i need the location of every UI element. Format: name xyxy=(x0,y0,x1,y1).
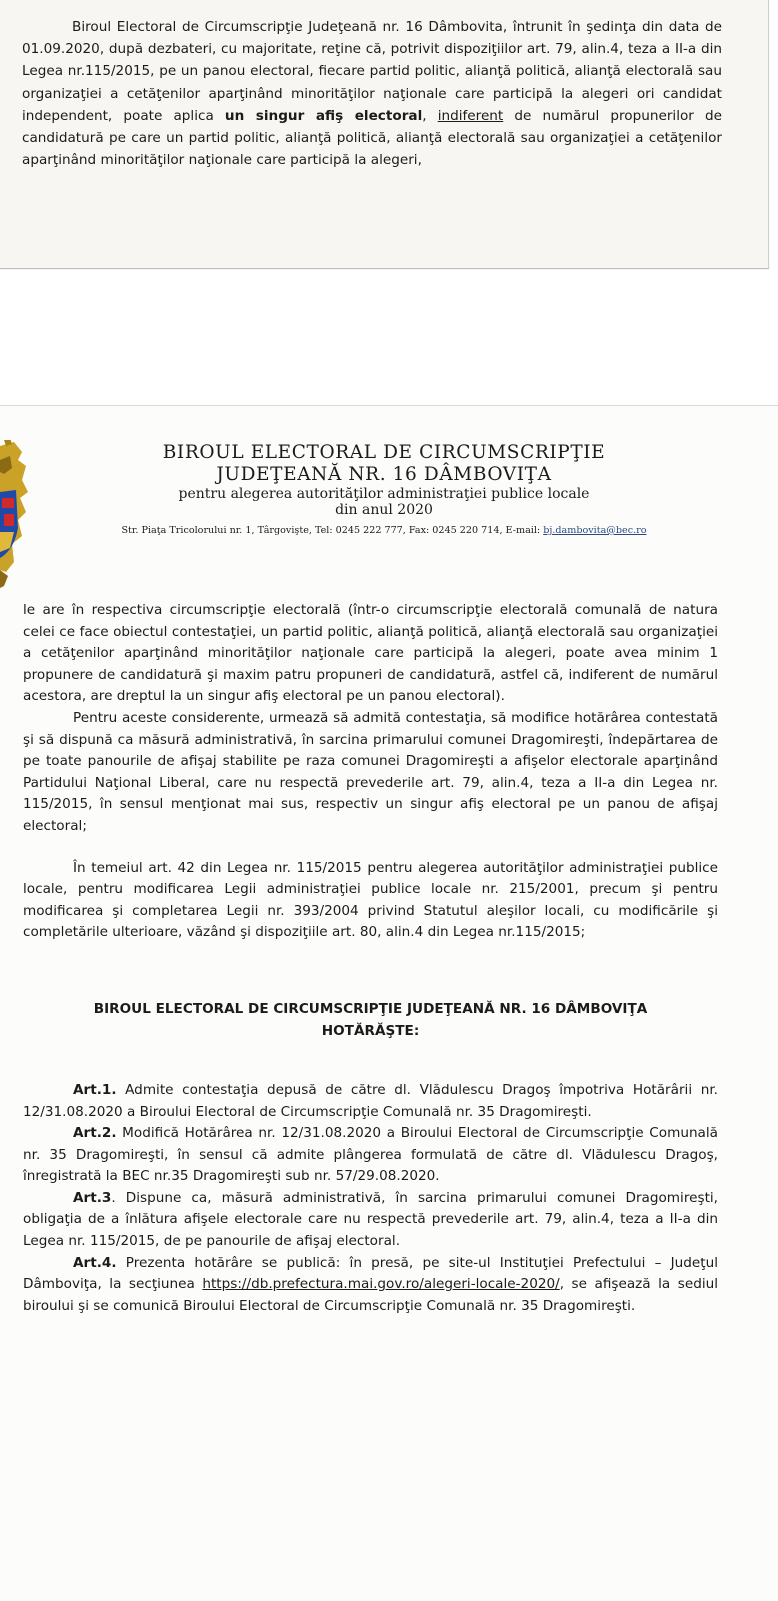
letterhead-subtitle-line2: din anul 2020 xyxy=(335,502,433,518)
intro-bold-text: un singur afiş electoral xyxy=(224,107,423,124)
decision-heading-line2: HOTĂRĂŞTE: xyxy=(321,1022,420,1039)
prefecture-link[interactable]: https://db.prefectura.mai.gov.ro/alegeri-locale-2020/ xyxy=(202,1276,560,1293)
article-text: Admite contestaţia depusă de către dl. Vlădulescu Dragoş împotriva Hotărârii nr. 12/31.08.2020 a Biroului Electoral de Circumscripţie Comunală nr. 35 Dragomireşti. xyxy=(23,1081,718,1120)
page-gap xyxy=(0,270,778,405)
decision-page xyxy=(0,405,778,1601)
article-4 xyxy=(23,1253,718,1318)
decision-heading-line1: BIROUL ELECTORAL DE CIRCUMSCRIPŢIE JUDEŢEANĂ NR. 16 DÂMBOVIŢA xyxy=(93,1000,648,1017)
paragraph-2: Pentru aceste considerente, urmează să admită contestaţia, să modifice hotărârea contestată şi să dispună ca măsură administrativă, în sarcina primarului comunei Dragomireşti, îndepărtarea de pe toate panourile de afişaj stabilite pe raza comunei Dragomireşti a afişelor electorale aparţinând Partidului Naţional Liberal, care nu respectă prevederile art. 79, alin.4, teza a II-a din Legea nr. 115/2015, în sensul menţionat mai sus, respectiv un singur afiş electoral pe un panou de afişaj electoral; xyxy=(23,709,718,834)
email-link[interactable]: bj.dambovita@bec.ro xyxy=(543,525,647,536)
article-2 xyxy=(23,1123,718,1188)
letterhead-address xyxy=(84,524,684,538)
letterhead-title-line2: JUDEŢEANĂ NR. 16 DÂMBOVIŢA xyxy=(216,464,552,485)
article-label: Art.2. xyxy=(73,1125,117,1142)
letterhead-title-line1: BIROUL ELECTORAL DE CIRCUMSCRIPŢIE xyxy=(162,442,606,463)
article-3 xyxy=(23,1188,718,1253)
previous-page-fragment xyxy=(0,0,769,269)
articles xyxy=(23,1080,718,1318)
intro-comma: , xyxy=(422,107,438,124)
intro-underlined-text: indiferent xyxy=(437,107,504,124)
decision-body xyxy=(23,600,718,1317)
address-text: Str. Piaţa Tricolorului nr. 1, Târgovişte, Tel: 0245 222 777, Fax: 0245 220 714, E-mail: xyxy=(121,525,544,536)
romanian-coat-of-arms-icon xyxy=(0,440,30,588)
article-text: Modifică Hotărârea nr. 12/31.08.2020 a Biroului Electoral de Circumscripţie Comunală nr. 35 Dragomireşti, în sensul că admite plângerea formulată de către dl. Vlădulescu Dragoş, înregistrată la BEC nr.35 Dragomireşti sub nr. 57/29.08.2020. xyxy=(23,1125,718,1185)
article-1 xyxy=(23,1080,718,1123)
letterhead-subtitle-line1: pentru alegerea autorităţilor administraţiei publice locale xyxy=(178,486,590,502)
decision-heading xyxy=(23,998,718,1042)
letterhead xyxy=(84,442,684,538)
article-text: Prezenta hotărâre se publică: în presă, pe site-ul Instituţiei Prefectului – Judeţul Dâmboviţa, la secţiunea xyxy=(23,1254,718,1293)
article-label: Art.3 xyxy=(73,1189,112,1206)
intro-text-b: de numărul propunerilor de candidatură pe care un partid politic, alianţă politică, alianţă electorală sau organizaţiei a cetăţenilor aparţinând minorităţilor naţionale care participă la alegeri, xyxy=(22,107,722,169)
paragraph-1: le are în respectiva circumscripţie electorală (într-o circumscripţie electorală comunală de natura celei ce face obiectul contestaţiei, un partid politic, alianţă politică, alianţă electorală sau organizaţiei a cetăţenilor aparţinând minorităţilor naţionale care participă la alegeri, poate avea minim 1 propunere de candidatură şi maxim patru propuneri de candidatură, astfel că, indiferent de numărul acestora, are dreptul la un singur afiş electoral pe un panou electoral). xyxy=(23,602,718,705)
article-text: . Dispune ca, măsură administrativă, în sarcina primarului comunei Dragomireşti, obligaţia de a înlătura afişele electorale care nu respectă prevederile art. 79, alin.4, teza a II-a din Legea nr. 115/2015, de pe panourile de afişaj electoral. xyxy=(23,1189,718,1250)
article-text-end: , se afişează la sediul biroului şi se comunică Biroului Electoral de Circumscripţie Comunală nr. 35 Dragomireşti. xyxy=(23,1276,718,1314)
article-label: Art.1. xyxy=(73,1081,117,1098)
paragraph-3: În temeiul art. 42 din Legea nr. 115/2015 pentru alegerea autorităţilor administraţiei publice locale, pentru modificarea Legii administraţiei publice locale nr. 215/2001, precum şi pentru modificarea şi completarea Legii nr. 393/2004 privind Statutul aleşilor locali, cu modificările şi completările ulterioare, văzând şi dispoziţiile art. 80, alin.4 din Legea nr.115/2015; xyxy=(23,859,718,941)
intro-paragraph xyxy=(22,16,722,171)
intro-text-a: Biroul Electoral de Circumscripţie Judeţeană nr. 16 Dâmbovita, întrunit în şedinţa din data de 01.09.2020, după dezbateri, cu majoritate, reţine că, potrivit dispoziţiilor art. 79, alin.4, teza a II-a din Legea nr.115/2015, pe un panou electoral, fiecare partid politic, alianţă politică, alianţă electorală sau organizaţiei a cetăţenilor aparţinând minorităţilor naţionale care participă la alegeri ori candidat independent, poate aplica xyxy=(22,19,722,124)
article-label: Art.4. xyxy=(73,1254,117,1271)
